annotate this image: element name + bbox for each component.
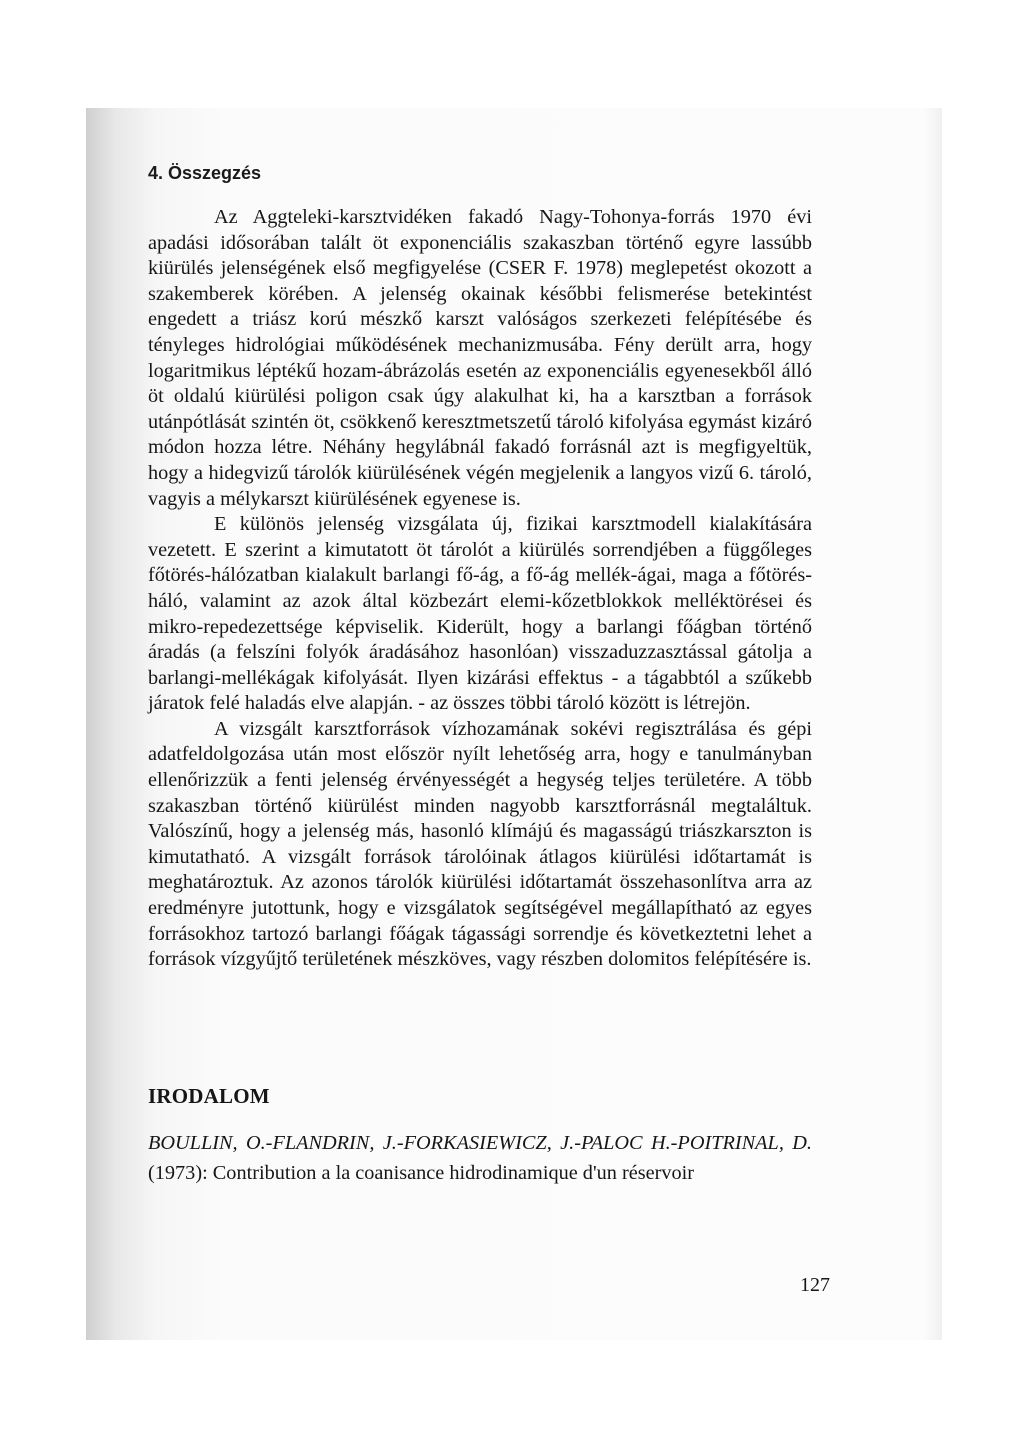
page-number: 127 (800, 1274, 830, 1296)
references-heading: IRODALOM (148, 1084, 270, 1108)
reference-text: (1973): Contribution a la coanisance hidrodinamique d'un réservoir (148, 1162, 695, 1184)
section-body (148, 205, 812, 973)
paragraph: E különös jelenség vizsgálata új, fizikai karsztmodell kialakítására vezetett. E szerint a kimutatott öt tárolót a kiürülés sorrendjében a függőleges főtörés-hálózatban kialakult barlangi fő-ág, a fő-ág mellék-ágai, maga a főtörés-háló, valamint az azok által közbezárt elemi-kőzetblokkok melléktörései és mikro-repedezettsége képviselik. Kiderült, hogy a barlangi főágban történő áradás (a felszíni folyók áradásához hasonlóan) visszaduzzasztással gátolja a barlangi-mellékágak kifolyását. Ilyen kizárási effektus - a tágabbtól a szűkebb járatok felé haladás elve alapján. - az összes többi tároló között is létrejön. (148, 513, 812, 715)
section-heading: 4. Összegzés (148, 163, 262, 183)
reference-entry (148, 1128, 812, 1188)
paragraph: Az Aggteleki-karsztvidéken fakadó Nagy-Tohonya-forrás 1970 évi apadási idősorában talált öt exponenciális szakaszban történő egyre lassúbb kiürülés jelenségének első megfigyelése (CSER F. 1978) meglepetést okozott a szakemberek körében. A jelenség okainak későbbi felismerése betekintést engedett a triász korú mészkő karszt valóságos szerkezeti felépítésébe és tényleges hidrológiai működésének mechanizmusába. Fény derült arra, hogy logaritmikus léptékű hozam-ábrázolás esetén az exponenciális egyenesekből álló öt oldalú kiürülési poligon csak úgy alakulhat ki, ha a karsztban a források utánpótlását szintén öt, csökkenő keresztmetszetű tároló kifolyása egymást kizáró módon hozza létre. Néhány hegylábnál fakadó forrásnál azt is megfigyeltük, hogy a hidegvizű tárolók kiürülésének végén megjelenik a langyos vizű 6. tároló, vagyis a mélykarszt kiürülésének egyenese is. (148, 206, 812, 510)
reference-authors: BOULLIN, O.-FLANDRIN, J.-FORKASIEWICZ, J.-PALOC H.-POITRINAL, D. (148, 1132, 812, 1154)
paragraph: A vizsgált karsztforrások vízhozamának sokévi regisztrálása és gépi adatfeldolgozása után most először nyílt lehetőség arra, hogy e tanulmányban ellenőrizzük a fenti jelenség érvényességét a hegység teljes területére. A több szakaszban történő kiürülést minden nagyobb karsztforrásnál megtaláltuk. Valószínű, hogy a jelenség más, hasonló klímájú és magasságú triászkarszton is kimutatható. A vizsgált források tárolóinak átlagos kiürülési időtartamát is meghatároztuk. Az azonos tárolók kiürülési időtartamát összehasonlítva arra az eredményre jutottunk, hogy e vizsgálatok segítségével megállapítható az egyes forrásokhoz tartozó barlangi főágak tágassági sorrendje és következtetni lehet a források vízgyűjtő területének mészköves, vagy részben dolomitos felépítésére is. (148, 717, 812, 971)
